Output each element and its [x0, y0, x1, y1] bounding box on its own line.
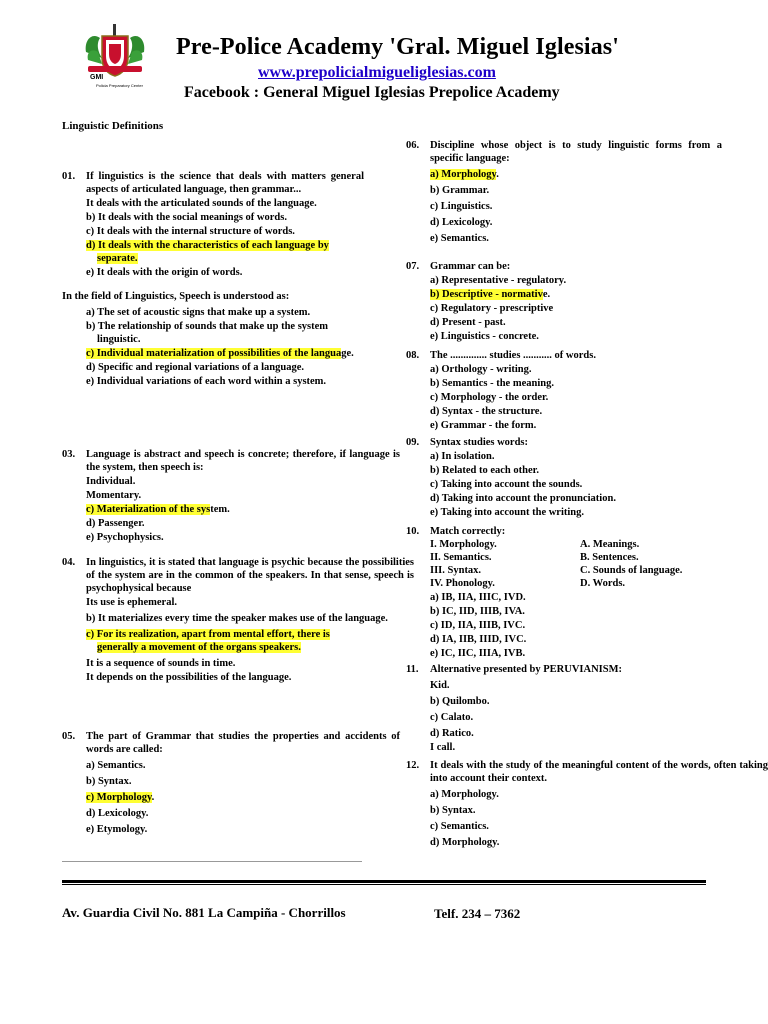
match-row: [430, 577, 722, 590]
option-c[interactable]: c) Regulatory - prescriptive: [430, 303, 554, 314]
option-e[interactable]: e) It deals with the origin of words.: [86, 267, 243, 278]
question-number: 07.: [406, 261, 420, 272]
footer-rule: [62, 880, 706, 883]
option-d[interactable]: It is a sequence of sounds in time.: [86, 658, 236, 669]
question-stem: The part of Grammar that studies the properties and accidents of words are called:: [86, 731, 400, 755]
answer-tail: tem.: [210, 504, 230, 515]
option-e[interactable]: I call.: [430, 742, 456, 753]
option-e[interactable]: e) Grammar - the form.: [430, 420, 537, 431]
answer-highlight: a) Morphology: [430, 169, 497, 180]
question-02: [62, 290, 364, 388]
option-a-correct[interactable]: [430, 168, 722, 181]
option-c-correct[interactable]: [86, 503, 400, 516]
option-d[interactable]: d) Taking into account the pronunciation.: [430, 493, 616, 504]
option-d-correct[interactable]: [86, 239, 364, 265]
option-c[interactable]: c) ID, IIA, IIIB, IVC.: [430, 620, 526, 631]
option-d[interactable]: d) Ratico.: [430, 728, 474, 739]
option-c[interactable]: c) Linguistics.: [430, 201, 493, 212]
answer-highlight: c) Individual materialization of possibilities of the langua: [86, 348, 342, 359]
match-row: [430, 538, 722, 551]
footer-rule-thin: [62, 884, 706, 885]
option-d[interactable]: d) Present - past.: [430, 317, 506, 328]
question-stem: In the field of Linguistics, Speech is understood as:: [62, 291, 290, 302]
option-e[interactable]: e) Etymology.: [86, 824, 148, 835]
question-stem: Grammar can be:: [430, 261, 511, 272]
option-a[interactable]: Individual.: [86, 476, 136, 487]
option-a[interactable]: a) Representative - regulatory.: [430, 275, 567, 286]
option-b[interactable]: b) Grammar.: [430, 185, 490, 196]
option-e[interactable]: e) Semantics.: [430, 233, 489, 244]
question-stem: Syntax studies words:: [430, 437, 529, 448]
option-d[interactable]: d) Syntax - the structure.: [430, 406, 543, 417]
option-e[interactable]: e) IC, IIC, IIIA, IVB.: [430, 648, 526, 659]
option-c[interactable]: c) Taking into account the sounds.: [430, 479, 583, 490]
question-number: 09.: [406, 437, 420, 448]
option-c[interactable]: c) Calato.: [430, 712, 474, 723]
option-d[interactable]: d) Morphology.: [430, 837, 500, 848]
question-number: 01.: [62, 171, 76, 182]
option-c-correct[interactable]: [86, 347, 364, 360]
option-b[interactable]: b) Quilombo.: [430, 696, 490, 707]
question-number: 05.: [62, 731, 76, 742]
match-right: B. Sentences.: [580, 552, 639, 563]
question-stem: Discipline whose object is to study linguistic forms from a specific language:: [430, 140, 722, 164]
option-a[interactable]: It deals with the articulated sounds of the language.: [86, 198, 317, 209]
option-b[interactable]: b) It deals with the social meanings of words.: [86, 212, 287, 223]
footer-address: Av. Guardia Civil No. 881 La Campiña - Chorrillos: [62, 905, 346, 920]
question-stem: Alternative presented by PERUVIANISM:: [430, 664, 622, 675]
option-b[interactable]: b) The relationship of sounds that make up the system linguistic.: [86, 321, 329, 345]
option-e[interactable]: e) Psychophysics.: [86, 532, 164, 543]
option-e[interactable]: e) Linguistics - concrete.: [430, 331, 539, 342]
page-title: Pre-Police Academy 'Gral. Miguel Iglesias': [176, 34, 619, 60]
question-stem: Match correctly:: [430, 526, 506, 537]
question-stem: The .............. studies ........... of words.: [430, 350, 596, 361]
match-left: III. Syntax.: [430, 565, 482, 576]
answer-tail: .: [496, 169, 499, 180]
answer-highlight: c) For its realization, apart from mental effort, there is generally a movement of the organs speakers.: [86, 629, 330, 653]
question-number: 03.: [62, 449, 76, 460]
option-b[interactable]: b) IC, IID, IIIB, IVA.: [430, 606, 525, 617]
option-d[interactable]: d) Lexicology.: [86, 808, 149, 819]
match-right: A. Meanings.: [580, 539, 640, 550]
answer-highlight: c) Morphology: [86, 792, 152, 803]
option-a[interactable]: a) The set of acoustic signs that make up a system.: [86, 307, 311, 318]
question-stem: In linguistics, it is stated that language is psychic because the possibilities of the system are in the common of the speakers. In that sense, speech is psychophysical because: [86, 557, 414, 594]
website-link[interactable]: www.prepolicialmigueliglesias.com: [258, 64, 496, 81]
match-right: C. Sounds of language.: [580, 565, 683, 576]
option-c[interactable]: c) Semantics.: [430, 821, 489, 832]
option-d[interactable]: d) Lexicology.: [430, 217, 493, 228]
answer-tail: ge.: [341, 348, 354, 359]
answer-highlight: b) Descriptive - normativ: [430, 289, 543, 300]
match-left: I. Morphology.: [430, 539, 497, 550]
answer-highlight: c) Materialization of the sys: [86, 504, 211, 515]
option-c-correct[interactable]: [86, 628, 357, 654]
option-e[interactable]: e) Individual variations of each word within a system.: [86, 376, 327, 387]
option-b[interactable]: b) Syntax.: [86, 776, 132, 787]
option-b[interactable]: b) Semantics - the meaning.: [430, 378, 554, 389]
question-number: 06.: [406, 140, 420, 151]
footer-phone: Telf. 234 – 7362: [434, 906, 521, 921]
option-a[interactable]: a) Morphology.: [430, 789, 499, 800]
option-d[interactable]: d) Passenger.: [86, 518, 145, 529]
option-b[interactable]: b) Related to each other.: [430, 465, 539, 476]
section-title: Linguistic Definitions: [62, 120, 164, 132]
option-b-correct[interactable]: [430, 288, 722, 301]
question-stem: If linguistics is the science that deals with matters general aspects of articulated language, then grammar...: [86, 171, 364, 195]
option-c-correct[interactable]: [86, 791, 400, 804]
option-b[interactable]: Momentary.: [86, 490, 142, 501]
answer-tail: e.: [542, 289, 551, 300]
question-number: 04.: [62, 557, 76, 568]
facebook-line: Facebook : General Miguel Iglesias Prepolice Academy: [184, 84, 560, 101]
match-row: [430, 551, 722, 564]
answer-highlight: d) It deals with the characteristics of each language by separate.: [86, 240, 329, 264]
option-a[interactable]: a) Orthology - writing.: [430, 364, 532, 375]
option-a[interactable]: a) Semantics.: [86, 760, 146, 771]
match-left: II. Semantics.: [430, 552, 492, 563]
question-number: 12.: [406, 760, 420, 771]
option-b[interactable]: b) It materializes every time the speaker makes use of the language.: [86, 613, 388, 624]
logo-caption: GMI: [90, 74, 104, 81]
option-d[interactable]: d) IA, IIB, IIID, IVC.: [430, 634, 527, 645]
option-a[interactable]: Its use is ephemeral.: [86, 597, 177, 608]
option-a[interactable]: a) IB, IIA, IIIC, IVD.: [430, 592, 526, 603]
match-left: IV. Phonology.: [430, 578, 495, 589]
option-c[interactable]: c) Morphology - the order.: [430, 392, 549, 403]
divider-line: [62, 861, 362, 862]
question-number: 08.: [406, 350, 420, 361]
academy-logo: [82, 22, 148, 90]
logo-subcaption: Policia Preparatory Center: [96, 83, 143, 88]
question-number: 10.: [406, 526, 420, 537]
question-number: 11.: [406, 664, 419, 675]
option-a[interactable]: a) In isolation.: [430, 451, 495, 462]
option-a[interactable]: Kid.: [430, 680, 450, 691]
option-d[interactable]: d) Specific and regional variations of a language.: [86, 362, 304, 373]
match-row: [430, 564, 722, 577]
option-e[interactable]: e) Taking into account the writing.: [430, 507, 585, 518]
question-stem: Language is abstract and speech is concrete; therefore, if language is the system, then speech is:: [86, 449, 400, 473]
option-b[interactable]: b) Syntax.: [430, 805, 476, 816]
answer-tail: .: [151, 792, 155, 803]
match-right: D. Words.: [580, 578, 626, 589]
option-e[interactable]: It depends on the possibilities of the language.: [86, 672, 292, 683]
question-stem: It deals with the study of the meaningful content of the words, often taking into account their context.: [430, 760, 768, 784]
option-c[interactable]: c) It deals with the internal structure of words.: [86, 226, 295, 237]
